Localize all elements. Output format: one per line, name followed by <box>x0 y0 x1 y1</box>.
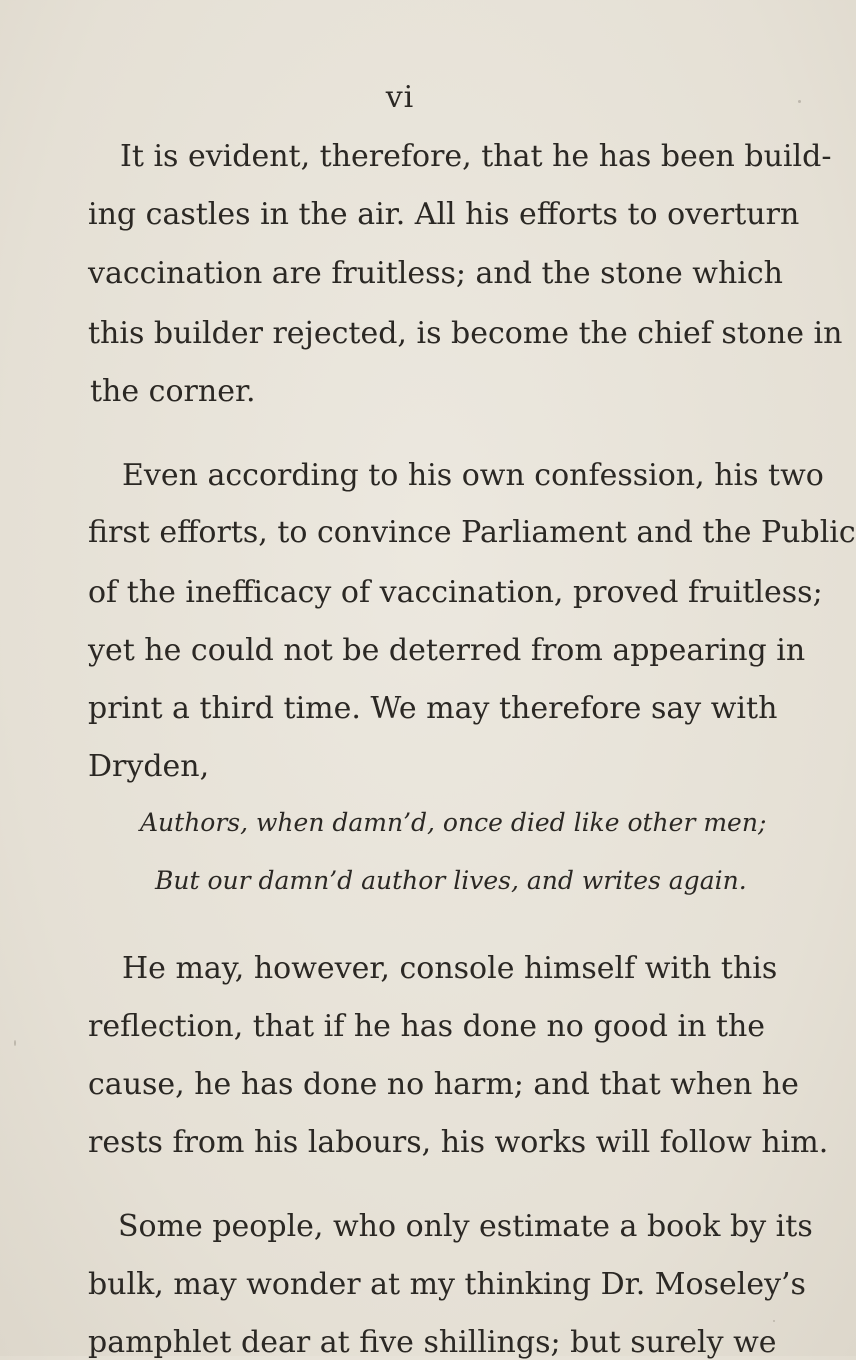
text-line: pamphlet dear at five shillings; but surely we <box>88 1325 777 1360</box>
text-line: first efforts, to convince Parliament and the Public <box>88 515 856 550</box>
page-number: vi <box>385 80 415 115</box>
text-line: cause, he has done no harm; and that when he <box>88 1067 799 1102</box>
text-line: the corner. <box>90 374 256 409</box>
text-line: reflection, that if he has done no good in the <box>88 1009 766 1044</box>
paper-speck <box>168 1030 171 1033</box>
text-line: He may, however, console himself with this <box>122 951 778 986</box>
verse-line: Authors, when damn’d, once died like other men; <box>140 808 767 837</box>
text-line: of the inefficacy of vaccination, proved fruitless; <box>88 575 823 610</box>
text-line: It is evident, therefore, that he has been build- <box>120 139 832 174</box>
paper-speck <box>14 1040 16 1046</box>
paper-speck <box>773 1320 775 1322</box>
text-line: yet he could not be deterred from appearing in <box>88 633 806 668</box>
paper-speck <box>798 100 801 103</box>
text-line: vaccination are fruitless; and the stone which <box>88 256 783 291</box>
verse-line: But our damn’d author lives, and writes again. <box>155 866 747 895</box>
text-line: Some people, who only estimate a book by its <box>118 1209 813 1244</box>
text-line: Even according to his own confession, his two <box>122 458 824 493</box>
text-line: Dryden, <box>88 749 210 784</box>
text-line: this builder rejected, is become the chief stone in <box>88 316 843 351</box>
text-line: rests from his labours, his works will follow him. <box>88 1125 829 1160</box>
text-line: ing castles in the air. All his efforts to overturn <box>88 197 800 232</box>
text-line: bulk, may wonder at my thinking Dr. Moseley’s <box>88 1267 806 1302</box>
text-line: print a third time. We may therefore say with <box>88 691 778 726</box>
